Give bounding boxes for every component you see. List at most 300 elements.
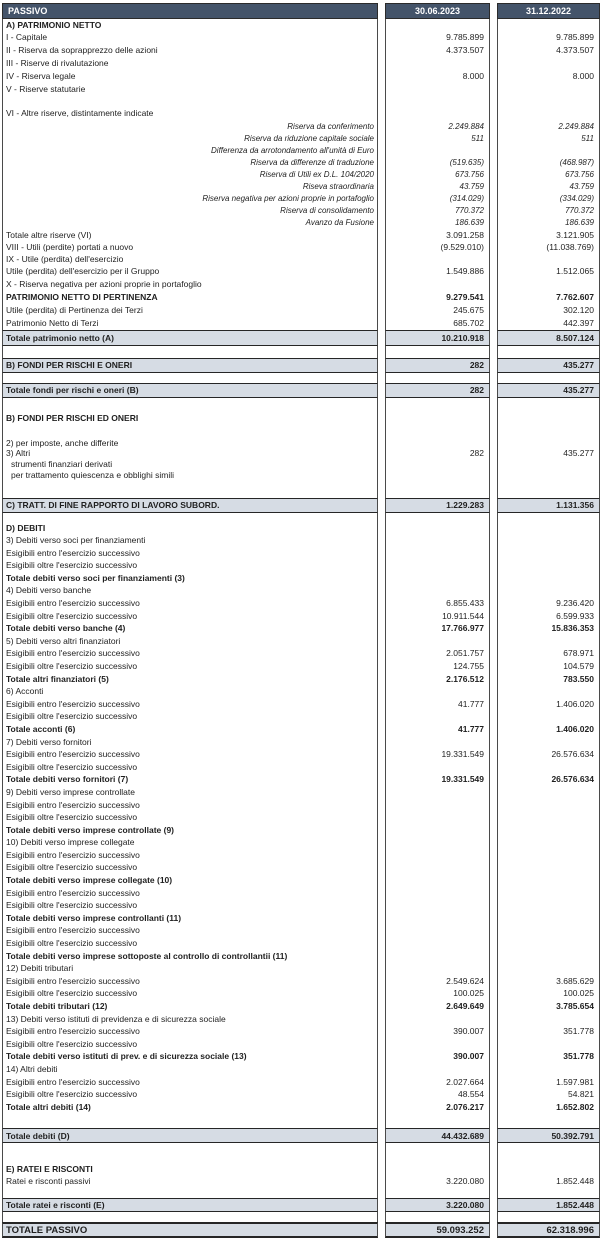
detail-row	[0, 169, 601, 181]
column-gap	[490, 1187, 497, 1198]
row-label: 2) per imposte, anche differite	[2, 438, 378, 448]
value-30-06-2023: 282	[385, 383, 490, 398]
value-31-12-2022: 442.397	[497, 316, 600, 330]
value-31-12-2022	[497, 96, 600, 107]
value-30-06-2023: 282	[385, 358, 490, 373]
detail-row	[0, 217, 601, 229]
item-row	[0, 107, 601, 119]
column-gap	[378, 962, 385, 975]
column-gap	[378, 31, 385, 44]
row-label: 13) Debiti verso istituti di previdenza e di sicurezza sociale	[2, 1013, 378, 1026]
row-label: VIII - Utili (perdite) portati a nuovo	[2, 241, 378, 253]
column-gap	[490, 193, 497, 205]
value-31-12-2022: 435.277	[497, 383, 600, 398]
column-gap	[490, 513, 497, 523]
column-gap	[490, 937, 497, 950]
column-gap	[378, 559, 385, 572]
column-gap	[490, 698, 497, 711]
column-gap	[490, 1025, 497, 1038]
row-label: Avanzo da Fusione	[2, 217, 378, 229]
column-gap	[490, 1113, 497, 1128]
value-31-12-2022	[497, 1113, 600, 1128]
column-gap	[378, 346, 385, 358]
detail-row	[0, 205, 601, 217]
total-row	[0, 723, 601, 736]
row-label: Totale debiti verso banche (4)	[2, 622, 378, 635]
value-30-06-2023	[385, 534, 490, 547]
value-31-12-2022: 186.639	[497, 217, 600, 229]
row-label	[2, 1187, 378, 1198]
column-gap	[490, 1128, 497, 1143]
column-gap	[378, 411, 385, 425]
value-30-06-2023	[385, 685, 490, 698]
band-row	[0, 383, 601, 398]
column-gap	[490, 448, 497, 458]
value-31-12-2022: 678.971	[497, 647, 600, 660]
band-row	[0, 330, 601, 346]
column-gap	[490, 330, 497, 346]
value-30-06-2023: 186.639	[385, 217, 490, 229]
column-gap	[378, 57, 385, 70]
row-label: Riserva negativa per azioni proprie in portafoglio	[2, 193, 378, 205]
row-label	[2, 1212, 378, 1222]
item-row	[0, 761, 601, 774]
item-row	[0, 849, 601, 862]
value-30-06-2023	[385, 761, 490, 774]
value-31-12-2022: 43.759	[497, 181, 600, 193]
item-row	[0, 534, 601, 547]
value-30-06-2023: 124.755	[385, 660, 490, 673]
value-31-12-2022	[497, 411, 600, 425]
column-gap	[378, 698, 385, 711]
value-31-12-2022	[497, 736, 600, 749]
column-gap	[378, 836, 385, 849]
row-label: II - Riserva da soprapprezzo delle azioni	[2, 44, 378, 57]
value-31-12-2022: 26.576.634	[497, 773, 600, 786]
section-row	[0, 19, 601, 31]
value-30-06-2023	[385, 458, 490, 470]
value-30-06-2023	[385, 346, 490, 358]
column-gap	[378, 786, 385, 799]
row-label: Esigibili entro l'esercizio successivo	[2, 597, 378, 610]
value-31-12-2022	[497, 584, 600, 597]
value-30-06-2023	[385, 811, 490, 824]
column-gap	[490, 647, 497, 660]
column-gap	[378, 330, 385, 346]
value-31-12-2022	[497, 458, 600, 470]
value-31-12-2022: 54.821	[497, 1088, 600, 1101]
column-gap	[378, 748, 385, 761]
value-31-12-2022	[497, 481, 600, 498]
column-gap	[378, 887, 385, 900]
column-gap	[490, 217, 497, 229]
column-gap	[378, 481, 385, 498]
item-row	[0, 1088, 601, 1101]
value-31-12-2022	[497, 899, 600, 912]
value-31-12-2022: 62.318.996	[497, 1222, 600, 1238]
value-31-12-2022: 1.652.802	[497, 1101, 600, 1114]
column-gap	[378, 723, 385, 736]
item-row	[0, 57, 601, 70]
value-30-06-2023	[385, 1163, 490, 1175]
value-31-12-2022	[497, 513, 600, 523]
value-31-12-2022: 50.392.791	[497, 1128, 600, 1143]
column-gap	[378, 622, 385, 635]
column-gap	[490, 83, 497, 96]
row-label: Esigibili oltre l'esercizio successivo	[2, 987, 378, 1000]
blank-row	[0, 346, 601, 358]
blank-row	[0, 513, 601, 523]
detail-row	[0, 145, 601, 157]
row-label: Totale debiti verso imprese collegate (10)	[2, 874, 378, 887]
column-gap	[378, 70, 385, 83]
row-label	[2, 1113, 378, 1128]
column-gap	[490, 523, 497, 534]
column-gap	[378, 145, 385, 157]
value-31-12-2022	[497, 1187, 600, 1198]
row-label	[2, 398, 378, 411]
column-gap	[378, 1212, 385, 1222]
row-label	[2, 346, 378, 358]
column-gap	[378, 584, 385, 597]
row-label: Esigibili oltre l'esercizio successivo	[2, 937, 378, 950]
blank-row	[0, 398, 601, 411]
row-label: Esigibili oltre l'esercizio successivo	[2, 811, 378, 824]
value-30-06-2023	[385, 584, 490, 597]
value-30-06-2023	[385, 398, 490, 411]
total-row	[0, 912, 601, 925]
value-30-06-2023: 1.549.886	[385, 265, 490, 278]
column-gap	[378, 647, 385, 660]
column-gap	[378, 217, 385, 229]
detail-row	[0, 181, 601, 193]
value-30-06-2023: 2.176.512	[385, 673, 490, 686]
column-gap	[378, 169, 385, 181]
row-label: Esigibili entro l'esercizio successivo	[2, 849, 378, 862]
column-gap	[490, 673, 497, 686]
value-30-06-2023	[385, 481, 490, 498]
row-label: Riserva di consolidamento	[2, 205, 378, 217]
column-gap	[378, 19, 385, 31]
column-gap	[490, 411, 497, 425]
row-label: Esigibili oltre l'esercizio successivo	[2, 861, 378, 874]
value-30-06-2023	[385, 849, 490, 862]
value-30-06-2023	[385, 373, 490, 383]
band-row	[0, 358, 601, 373]
row-label: III - Riserve di rivalutazione	[2, 57, 378, 70]
value-30-06-2023	[385, 547, 490, 560]
row-label: Esigibili oltre l'esercizio successivo	[2, 710, 378, 723]
row-label: Totale altri finanziatori (5)	[2, 673, 378, 686]
column-gap	[490, 887, 497, 900]
column-gap	[490, 736, 497, 749]
row-label: TOTALE PASSIVO	[2, 1222, 378, 1238]
value-31-12-2022: 7.762.607	[497, 291, 600, 304]
value-30-06-2023	[385, 798, 490, 811]
detail-row	[0, 121, 601, 133]
value-31-12-2022	[497, 253, 600, 265]
column-gap	[490, 44, 497, 57]
value-30-06-2023	[385, 278, 490, 291]
item-row	[0, 836, 601, 849]
row-label: PATRIMONIO NETTO DI PERTINENZA	[2, 291, 378, 304]
band-row	[0, 498, 601, 513]
value-31-12-2022	[497, 786, 600, 799]
column-gap	[490, 458, 497, 470]
column-gap	[378, 1013, 385, 1026]
column-gap	[490, 157, 497, 169]
value-31-12-2022	[497, 887, 600, 900]
column-gap	[490, 572, 497, 585]
row-label: VI - Altre riserve, distintamente indicate	[2, 107, 378, 119]
value-31-12-2022	[497, 824, 600, 837]
value-31-12-2022: 6.599.933	[497, 610, 600, 623]
row-label: Esigibili oltre l'esercizio successivo	[2, 899, 378, 912]
value-30-06-2023	[385, 912, 490, 925]
column-gap	[378, 470, 385, 481]
column-gap	[378, 710, 385, 723]
column-gap	[490, 383, 497, 398]
value-30-06-2023	[385, 411, 490, 425]
column-gap	[378, 761, 385, 774]
column-header-date-31-12-2022: 31.12.2022	[497, 3, 600, 19]
row-label: Esigibili entro l'esercizio successivo	[2, 924, 378, 937]
row-label: Totale debiti verso imprese controllanti (11)	[2, 912, 378, 925]
column-gap	[378, 1038, 385, 1051]
value-31-12-2022: 1.852.448	[497, 1198, 600, 1212]
row-label: 12) Debiti tributari	[2, 962, 378, 975]
value-30-06-2023: 1.229.283	[385, 498, 490, 513]
item-row	[0, 547, 601, 560]
column-gap	[378, 1063, 385, 1076]
value-30-06-2023	[385, 1038, 490, 1051]
value-31-12-2022: 15.836.353	[497, 622, 600, 635]
column-gap	[378, 1000, 385, 1013]
value-30-06-2023: 2.549.624	[385, 975, 490, 988]
blank-row	[0, 481, 601, 498]
column-gap	[490, 597, 497, 610]
column-gap	[378, 1187, 385, 1198]
value-30-06-2023	[385, 1063, 490, 1076]
column-gap	[490, 438, 497, 448]
value-30-06-2023	[385, 635, 490, 648]
column-gap	[378, 937, 385, 950]
value-31-12-2022	[497, 1212, 600, 1222]
value-31-12-2022	[497, 836, 600, 849]
item-row	[0, 748, 601, 761]
column-gap	[490, 181, 497, 193]
blank-row	[0, 425, 601, 438]
value-30-06-2023: 3.220.080	[385, 1175, 490, 1187]
row-label: Esigibili entro l'esercizio successivo	[2, 698, 378, 711]
value-30-06-2023: 390.007	[385, 1050, 490, 1063]
value-31-12-2022: (334.029)	[497, 193, 600, 205]
item-row	[0, 304, 601, 316]
value-30-06-2023	[385, 1212, 490, 1222]
value-30-06-2023	[385, 937, 490, 950]
column-gap	[490, 761, 497, 774]
item-row	[0, 899, 601, 912]
column-gap	[490, 1038, 497, 1051]
item-row	[0, 937, 601, 950]
column-gap	[378, 241, 385, 253]
column-header-date-30-06-2023: 30.06.2023	[385, 3, 490, 19]
total-row	[0, 874, 601, 887]
value-30-06-2023	[385, 861, 490, 874]
column-gap	[378, 736, 385, 749]
value-30-06-2023: 245.675	[385, 304, 490, 316]
row-label: Esigibili oltre l'esercizio successivo	[2, 1088, 378, 1101]
item-row	[0, 70, 601, 83]
table-body	[0, 19, 601, 1238]
value-30-06-2023	[385, 96, 490, 107]
column-gap	[378, 205, 385, 217]
value-31-12-2022	[497, 534, 600, 547]
column-gap	[490, 559, 497, 572]
blank-row	[0, 96, 601, 107]
column-gap	[378, 438, 385, 448]
value-30-06-2023	[385, 253, 490, 265]
column-gap	[378, 899, 385, 912]
row-label: B) FONDI PER RISCHI E ONERI	[2, 358, 378, 373]
blank-row	[0, 1143, 601, 1163]
column-gap	[378, 425, 385, 438]
column-gap	[378, 534, 385, 547]
column-gap	[490, 836, 497, 849]
value-30-06-2023	[385, 786, 490, 799]
item-row	[0, 438, 601, 448]
value-31-12-2022	[497, 398, 600, 411]
value-31-12-2022: 104.579	[497, 660, 600, 673]
column-gap	[490, 924, 497, 937]
item-row	[0, 1063, 601, 1076]
value-30-06-2023: 59.093.252	[385, 1222, 490, 1238]
column-gap	[378, 1222, 385, 1238]
value-31-12-2022	[497, 470, 600, 481]
value-30-06-2023: 2.051.757	[385, 647, 490, 660]
value-30-06-2023: 100.025	[385, 987, 490, 1000]
column-gap	[490, 425, 497, 438]
value-30-06-2023	[385, 57, 490, 70]
value-30-06-2023	[385, 1113, 490, 1128]
column-gap	[378, 304, 385, 316]
value-31-12-2022: 302.120	[497, 304, 600, 316]
row-label: Esigibili oltre l'esercizio successivo	[2, 1038, 378, 1051]
column-gap	[378, 1175, 385, 1187]
value-30-06-2023: 19.331.549	[385, 748, 490, 761]
value-30-06-2023	[385, 874, 490, 887]
column-gap	[490, 710, 497, 723]
row-label: Riserva da differenze di traduzione	[2, 157, 378, 169]
column-gap	[490, 849, 497, 862]
row-label: IV - Riserva legale	[2, 70, 378, 83]
row-label	[2, 513, 378, 523]
value-31-12-2022	[497, 962, 600, 975]
value-30-06-2023	[385, 145, 490, 157]
item-row	[0, 584, 601, 597]
column-gap	[490, 31, 497, 44]
value-30-06-2023: 770.372	[385, 205, 490, 217]
item-row	[0, 265, 601, 278]
column-gap	[378, 773, 385, 786]
column-gap	[378, 685, 385, 698]
value-31-12-2022	[497, 57, 600, 70]
total-row	[0, 1000, 601, 1013]
value-31-12-2022	[497, 145, 600, 157]
item-row	[0, 610, 601, 623]
value-31-12-2022: 2.249.884	[497, 121, 600, 133]
value-31-12-2022: (11.038.769)	[497, 241, 600, 253]
column-gap	[490, 950, 497, 963]
column-gap	[378, 635, 385, 648]
value-30-06-2023: 673.756	[385, 169, 490, 181]
item-row	[0, 962, 601, 975]
value-31-12-2022	[497, 950, 600, 963]
column-gap	[490, 316, 497, 330]
column-gap	[378, 811, 385, 824]
column-gap	[490, 811, 497, 824]
section-row	[0, 1163, 601, 1175]
total-row	[0, 572, 601, 585]
value-30-06-2023	[385, 962, 490, 975]
column-gap	[490, 241, 497, 253]
column-gap	[378, 373, 385, 383]
value-31-12-2022: 511	[497, 133, 600, 145]
item-row	[0, 1175, 601, 1187]
column-gap	[378, 96, 385, 107]
item-row	[0, 811, 601, 824]
column-gap	[490, 1050, 497, 1063]
column-gap	[378, 448, 385, 458]
value-31-12-2022: 1.597.981	[497, 1076, 600, 1089]
column-gap	[378, 1163, 385, 1175]
row-label: Esigibili entro l'esercizio successivo	[2, 547, 378, 560]
column-gap	[378, 181, 385, 193]
column-gap	[490, 107, 497, 119]
column-gap	[378, 824, 385, 837]
column-gap	[490, 470, 497, 481]
column-gap	[490, 861, 497, 874]
item-row	[0, 710, 601, 723]
value-31-12-2022	[497, 547, 600, 560]
item-row	[0, 635, 601, 648]
value-31-12-2022: 673.756	[497, 169, 600, 181]
value-30-06-2023: 19.331.549	[385, 773, 490, 786]
row-label: strumenti finanziari derivati	[2, 458, 378, 470]
value-30-06-2023	[385, 1013, 490, 1026]
row-label: Riserva di Utili ex D.L. 104/2020	[2, 169, 378, 181]
value-30-06-2023	[385, 836, 490, 849]
value-31-12-2022	[497, 811, 600, 824]
column-gap	[378, 229, 385, 241]
value-30-06-2023: 9.279.541	[385, 291, 490, 304]
row-label: Utile (perdita) dell'esercizio per il Gruppo	[2, 265, 378, 278]
band-row	[0, 1198, 601, 1212]
value-31-12-2022: 1.512.065	[497, 265, 600, 278]
column-gap	[378, 950, 385, 963]
column-gap	[490, 1222, 497, 1238]
value-31-12-2022: 8.000	[497, 70, 600, 83]
value-31-12-2022	[497, 346, 600, 358]
column-gap	[378, 1101, 385, 1114]
column-gap	[378, 1128, 385, 1143]
value-31-12-2022: 435.277	[497, 358, 600, 373]
total-row	[0, 773, 601, 786]
row-label: Totale altri debiti (14)	[2, 1101, 378, 1114]
column-gap	[490, 346, 497, 358]
value-30-06-2023	[385, 107, 490, 119]
column-gap	[490, 19, 497, 31]
